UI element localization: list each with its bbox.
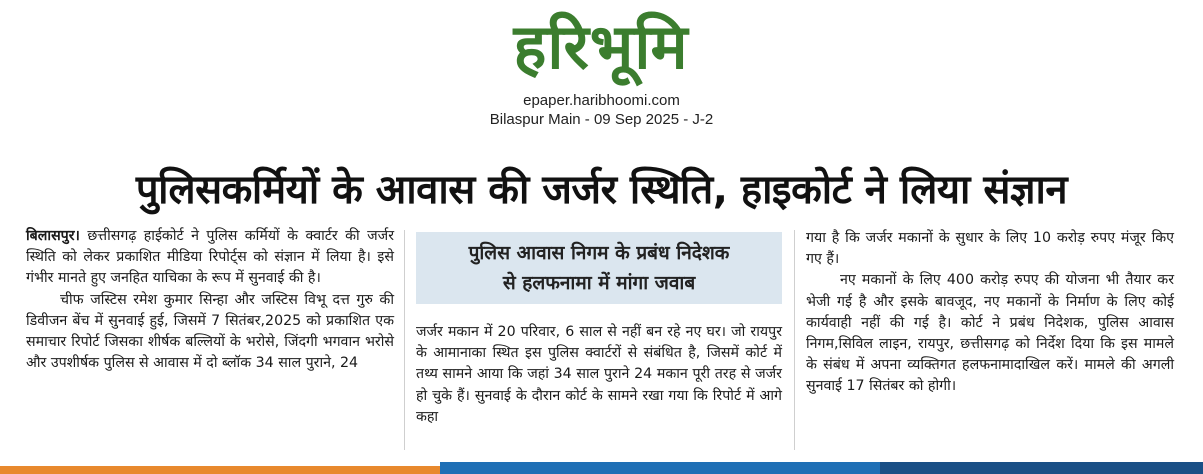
article-column-2 xyxy=(416,322,782,428)
paragraph-1-text: छत्तीसगढ़ हाईकोर्ट ने पुलिस कर्मियों के क्वार्टर की जर्जर स्थिति को लेकर प्रकाशित मीडिया रिपोर्ट्स को संज्ञान में लिया है। इसे गंभीर मानते हुए जनहित याचिका के रूप में सुनवाई की है। xyxy=(26,228,395,287)
article-column-3 xyxy=(806,228,1174,398)
column-divider xyxy=(794,230,795,450)
footer-orange-strip xyxy=(0,466,440,474)
paragraph-1 xyxy=(26,226,394,290)
paragraph-3: जर्जर मकान में 20 परिवार, 6 साल से नहीं बन रहे नए घर। जो रायपुर के आमानाका स्थित इस पुलिस क्वार्टरों से संबंधित है, जिसमें कोर्ट में तथ्य सामने आया कि जहां 34 साल पुराने 24 मकान पूरी तरह से जर्जर हो चुके हैं। सुनवाई के दौरान कोर्ट के सामने रखा गया कि रिपोर्ट में आगे कहा xyxy=(416,324,782,425)
subheadline-line-2: से हलफनामा में मांगा जवाब xyxy=(502,272,696,294)
footer-color-band xyxy=(0,462,1203,474)
article-headline: पुलिसकर्मियों के आवास की जर्जर स्थिति, हाइकोर्ट ने लिया संज्ञान xyxy=(135,167,1068,213)
dateline: बिलासपुर। xyxy=(26,228,80,244)
edition-info: Bilaspur Main - 09 Sep 2025 - J-2 xyxy=(489,111,714,128)
newspaper-logo: हरिभूमि xyxy=(513,10,689,83)
epaper-url[interactable]: epaper.haribhoomi.com xyxy=(523,92,680,109)
subheadline-line-1: पुलिस आवास निगम के प्रबंध निदेशक xyxy=(468,242,730,264)
paragraph-4: गया है कि जर्जर मकानों के सुधार के लिए 10 करोड़ रुपए मंजूर किए गए हैं। xyxy=(806,230,1174,268)
article-column-1 xyxy=(26,226,394,374)
footer-dark-blue-strip xyxy=(880,462,1203,474)
masthead xyxy=(0,0,1203,140)
column-divider xyxy=(404,230,405,450)
paragraph-2: चीफ जस्टिस रमेश कुमार सिन्हा और जस्टिस विभू दत्त गुरु की डिवीजन बेंच में सुनवाई हुई, जिसमें 7 सितंबर,2025 को प्रकाशित एक समाचार रिपोर्ट जिसका शीर्षक बल्लियों के भरोसे, जिंदगी भगवान भरोसे और उपशीर्षक पुलिस से आवास में दो ब्लॉक 34 साल पुराने, 24 xyxy=(26,291,394,372)
subheadline-box xyxy=(416,232,782,304)
paragraph-5: नए मकानों के लिए 400 करोड़ रुपए की योजना भी तैयार कर भेजी गई है और इसके बावजूद, नए मकानों के निर्माण के लिए कोई कार्यवाही नहीं की गई है। कोर्ट ने प्रबंध निदेशक, पुलिस आवास निगम,सिविल लाइन, रायपुर, छत्तीसगढ़ को निर्देश दिया कि इस मामले के संबंध में अपना व्यक्तिगत हलफनामादाखिल करें। मामले की अगली सुनवाई 17 सितंबर को होगी। xyxy=(806,272,1174,395)
